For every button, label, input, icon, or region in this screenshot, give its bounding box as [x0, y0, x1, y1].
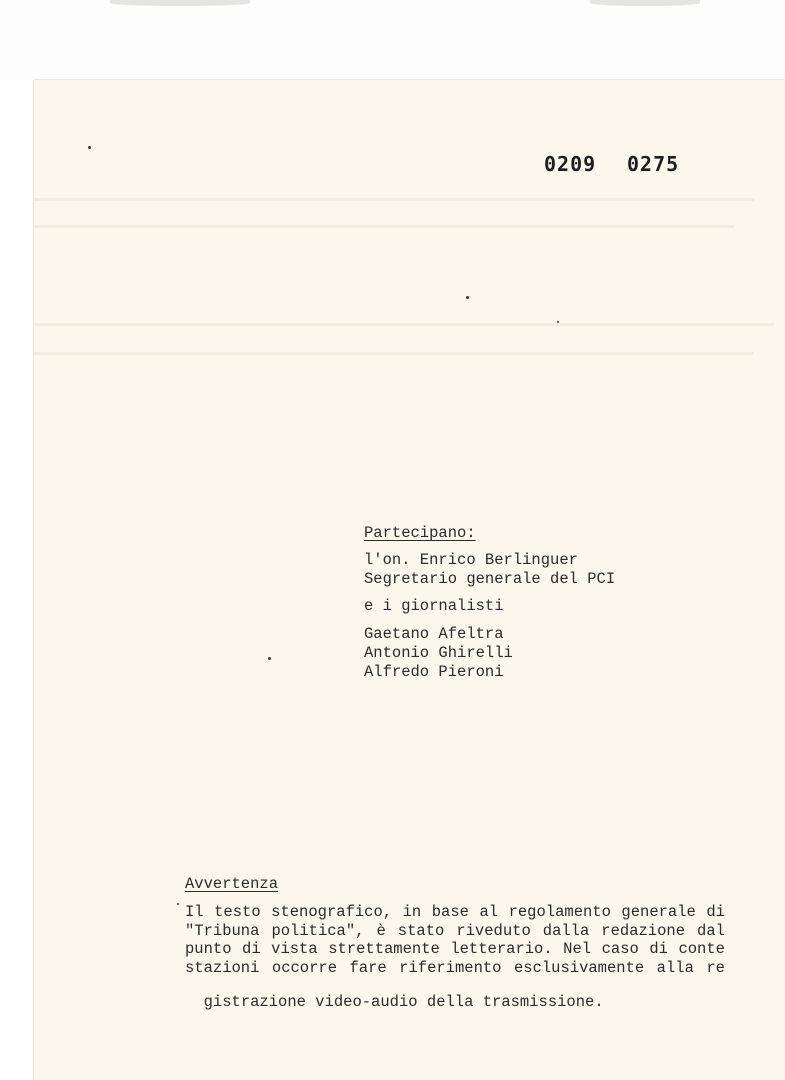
archive-code-left: 0209 — [544, 152, 597, 176]
notice-word: riveduto — [456, 922, 531, 940]
journalist-name: Antonio Ghirelli — [364, 644, 513, 662]
notice-word: fare — [349, 959, 387, 977]
notice-line-last — [185, 979, 604, 1010]
show-through-line — [34, 323, 774, 326]
paper-speck — [177, 903, 179, 905]
notice-word: al — [479, 903, 499, 921]
notice-line — [185, 942, 725, 958]
notice-word: gistrazione — [203, 992, 306, 1011]
notice-word: dalla — [542, 922, 590, 940]
notice-word: esclusivamente — [513, 959, 645, 977]
notice-word: video-audio — [315, 992, 418, 1011]
participants-heading: Partecipano: — [364, 524, 476, 542]
archive-code-right: 0275 — [627, 152, 680, 176]
notice-word: "Tribuna — [185, 922, 260, 940]
notice-line — [185, 905, 725, 921]
notice-word: regolamento — [508, 903, 611, 921]
notice-word: letterario. — [450, 940, 553, 958]
notice-word: alla — [656, 959, 694, 977]
notice-word: della — [426, 992, 474, 1011]
notice-word: Il — [185, 903, 204, 921]
notice-word: di — [706, 903, 725, 921]
show-through-line — [34, 225, 734, 228]
notice-word: in — [402, 903, 422, 921]
notice-word: di — [649, 940, 668, 958]
notice-word: stato — [397, 922, 445, 940]
scan-smudge — [590, 0, 700, 6]
journalists-connector: e i giornalisti — [364, 597, 504, 615]
show-through-line — [34, 352, 754, 355]
notice-word: strettamente — [328, 940, 440, 958]
scan-smudge — [110, 0, 250, 6]
notice-word: caso — [601, 940, 639, 958]
politician-role: Segretario generale del PCI — [364, 570, 616, 588]
notice-word: base — [431, 903, 469, 921]
notice-word: stenografico, — [271, 903, 393, 921]
notice-word: trasmissione. — [482, 992, 604, 1011]
paper-speck — [557, 321, 559, 323]
notice-word: dal — [697, 922, 725, 940]
notice-heading: Avvertenza — [185, 875, 279, 893]
notice-word: vista — [271, 940, 318, 958]
paper-speck — [466, 296, 469, 299]
scan-top-margin — [0, 0, 785, 80]
notice-word: re — [706, 959, 725, 977]
notice-word: Nel — [563, 940, 592, 958]
journalist-name: Alfredo Pieroni — [364, 663, 504, 681]
notice-word: testo — [214, 903, 261, 921]
notice-word: è — [376, 922, 386, 940]
notice-word: generale — [621, 903, 696, 921]
show-through-line — [34, 198, 754, 201]
notice-line — [185, 961, 725, 977]
notice-word: politica", — [271, 922, 365, 940]
notice-word: stazioni — [185, 959, 260, 977]
notice-word: punto — [185, 940, 232, 958]
notice-word: di — [242, 940, 261, 958]
notice-word: conte — [678, 940, 725, 958]
politician-name: l'on. Enrico Berlinguer — [364, 551, 578, 569]
journalist-name: Gaetano Afeltra — [364, 625, 504, 643]
paper-speck — [268, 657, 271, 660]
notice-word: riferimento — [399, 959, 502, 977]
paper-speck — [88, 146, 91, 149]
notice-line — [185, 924, 725, 940]
notice-word: occorre — [271, 959, 338, 977]
notice-word: redazione — [601, 922, 686, 940]
